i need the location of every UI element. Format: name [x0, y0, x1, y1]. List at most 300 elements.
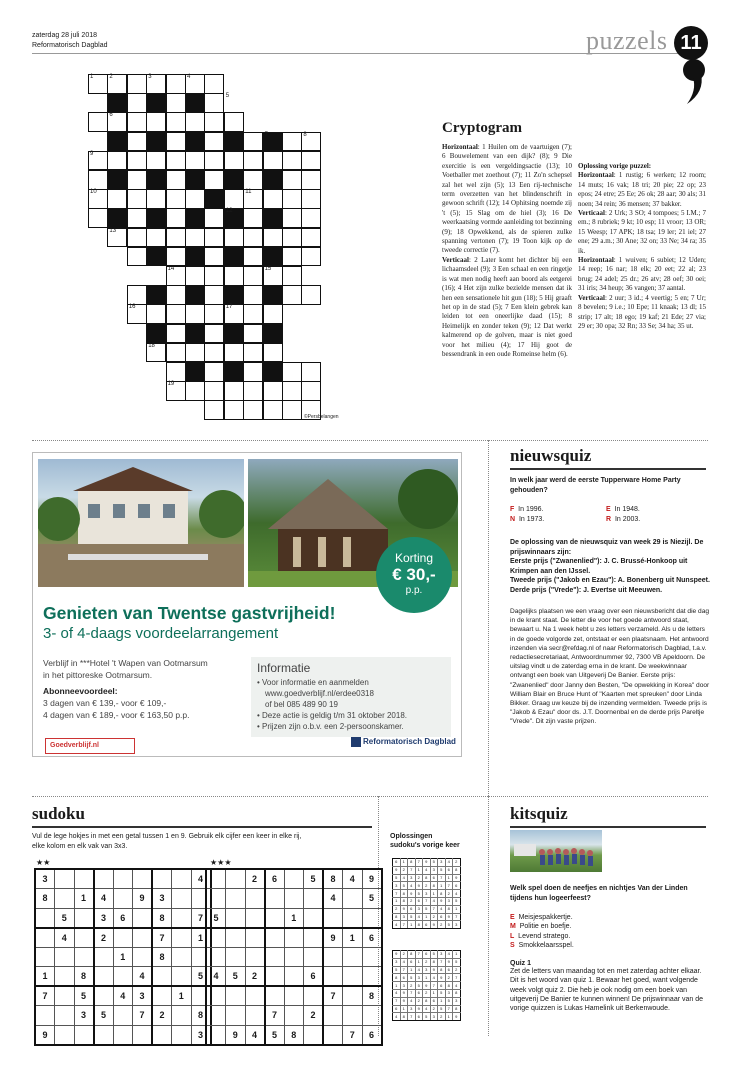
sudoku-empty-cell[interactable] — [152, 986, 172, 1006]
ad-info-box — [251, 657, 451, 737]
sudoku-empty-cell[interactable] — [172, 928, 192, 948]
sudoku-empty-cell[interactable] — [245, 889, 265, 909]
crossword-credit: ©Persbelangen — [304, 414, 339, 420]
sudoku-given-cell: 7 — [323, 986, 343, 1006]
crossword-cell[interactable] — [224, 112, 244, 132]
crossword-clue-number: 9 — [90, 150, 94, 157]
solution-cell: 5 — [430, 859, 438, 867]
option-letter: M — [510, 923, 516, 931]
solution-cell: 4 — [393, 921, 401, 929]
crossword-cell[interactable] — [204, 381, 224, 401]
crossword-cell[interactable] — [204, 400, 224, 420]
crossword-block — [263, 285, 283, 305]
sudoku-empty-cell[interactable] — [304, 889, 324, 909]
crossword-cell[interactable] — [185, 266, 205, 286]
crossword-block — [185, 170, 205, 190]
nieuwsquiz-option-e[interactable] — [606, 506, 640, 513]
sudoku-empty-cell[interactable] — [113, 889, 133, 909]
crossword-cell[interactable] — [146, 112, 166, 132]
solution-cell: 1 — [445, 874, 453, 882]
sudoku-empty-cell[interactable] — [323, 1006, 343, 1026]
sudoku-empty-cell[interactable] — [94, 967, 114, 987]
sudoku-empty-cell[interactable] — [206, 928, 226, 948]
crossword-cell[interactable] — [204, 304, 224, 324]
crossword-cell[interactable] — [263, 228, 283, 248]
advertisement[interactable] — [32, 452, 462, 757]
sudoku-empty-cell[interactable] — [304, 928, 324, 948]
crossword-cell[interactable] — [88, 208, 108, 228]
sudoku-empty-cell[interactable] — [172, 869, 192, 889]
crossword-clue-number: 17 — [225, 304, 233, 311]
solution-cell: 8 — [445, 905, 453, 913]
sudoku-empty-cell[interactable] — [265, 967, 285, 987]
sudoku-empty-cell[interactable] — [284, 869, 304, 889]
crossword-cell[interactable] — [301, 228, 321, 248]
sudoku-solution-1 — [392, 858, 461, 929]
sudoku-empty-cell[interactable] — [152, 967, 172, 987]
ad-info-url[interactable]: www.goedverblijf.nl/erdee0318 — [265, 689, 374, 698]
sudoku-empty-cell[interactable] — [362, 967, 382, 987]
crossword-cell[interactable] — [243, 132, 263, 152]
sudoku-empty-cell[interactable] — [284, 967, 304, 987]
kitsquiz-option-e[interactable] — [510, 913, 710, 922]
crossword-cell[interactable] — [243, 362, 263, 382]
crossword-cell[interactable] — [88, 170, 108, 190]
sudoku-empty-cell[interactable] — [343, 967, 363, 987]
solution-cell: 7 — [453, 913, 461, 921]
sudoku-empty-cell[interactable] — [55, 967, 75, 987]
sudoku-empty-cell[interactable] — [55, 869, 75, 889]
sudoku-empty-cell[interactable] — [245, 908, 265, 928]
crossword-cell[interactable] — [166, 228, 186, 248]
solution-title: Oplossing vorige puzzel: — [578, 162, 652, 170]
crossword-cell[interactable] — [166, 285, 186, 305]
sudoku-empty-cell[interactable] — [265, 908, 285, 928]
crossword-cell[interactable] — [127, 93, 147, 113]
sudoku-empty-cell[interactable] — [113, 1025, 133, 1045]
sudoku-empty-cell[interactable] — [172, 908, 192, 928]
crossword-block — [263, 324, 283, 344]
crossword-cell[interactable] — [243, 343, 263, 363]
kitsquiz-rule — [510, 826, 706, 828]
solution-cell: 1 — [445, 1013, 453, 1021]
crossword-cell[interactable] — [282, 208, 302, 228]
crossword-cell[interactable] — [127, 112, 147, 132]
ad-price-2: 4 dagen van € 189,- voor € 163,50 p.p. — [43, 710, 190, 720]
crossword-cell[interactable] — [263, 381, 283, 401]
crossword-block — [224, 324, 244, 344]
crossword-cell[interactable] — [166, 74, 186, 94]
crossword-clue-number: 11 — [245, 189, 252, 196]
solution-cell: 4 — [415, 966, 423, 974]
crossword-cell[interactable] — [166, 151, 186, 171]
rd-logo[interactable] — [351, 737, 456, 747]
sudoku-empty-cell[interactable] — [74, 908, 94, 928]
crossword-cell[interactable] — [243, 324, 263, 344]
sudoku-given-cell: 5 — [304, 869, 324, 889]
nieuwsquiz-option-f[interactable] — [510, 506, 543, 513]
kitsquiz-option-s[interactable] — [510, 941, 710, 950]
crossword-cell[interactable] — [301, 362, 321, 382]
ad-intro — [43, 657, 208, 721]
crossword-cell[interactable] — [224, 343, 244, 363]
crossword-cell[interactable] — [185, 381, 205, 401]
crossword-cell[interactable] — [263, 151, 283, 171]
crossword-cell[interactable] — [166, 170, 186, 190]
sudoku-empty-cell[interactable] — [133, 928, 153, 948]
sudoku-empty-cell[interactable] — [133, 947, 153, 967]
crossword-cell[interactable] — [185, 343, 205, 363]
crossword-cell[interactable] — [166, 112, 186, 132]
sudoku-empty-cell[interactable] — [304, 908, 324, 928]
sudoku-empty-cell[interactable] — [55, 986, 75, 1006]
crossword-cell[interactable] — [224, 266, 244, 286]
sudoku-given-cell: 8 — [152, 947, 172, 967]
crossword-cell[interactable] — [204, 247, 224, 267]
crossword-cell[interactable] — [243, 208, 263, 228]
crossword-cell[interactable] — [204, 343, 224, 363]
solution-cell: 1 — [453, 905, 461, 913]
crossword-cell[interactable] — [282, 247, 302, 267]
crossword-cell[interactable] — [127, 208, 147, 228]
crossword-cell[interactable] — [282, 228, 302, 248]
nieuwsquiz-result-2: Eerste prijs ("Zwanenlied"): J. C. Brussé-Honkoop uit Krimpen aan den IJssel. — [510, 558, 688, 575]
crossword-block — [185, 132, 205, 152]
sudoku-empty-cell[interactable] — [362, 1006, 382, 1026]
crossword-cell[interactable] — [127, 228, 147, 248]
sudoku-empty-cell[interactable] — [304, 1025, 324, 1045]
sudoku-empty-cell[interactable] — [35, 947, 55, 967]
crossword-cell[interactable] — [127, 285, 147, 305]
kitsquiz-option-m[interactable] — [510, 922, 710, 931]
crossword-cell[interactable] — [166, 362, 186, 382]
sudoku-empty-cell[interactable] — [206, 889, 226, 909]
sudoku-empty-cell[interactable] — [206, 869, 226, 889]
crossword-cell[interactable] — [204, 93, 224, 113]
sudoku-empty-cell[interactable] — [226, 869, 246, 889]
sudoku-given-cell: 6 — [362, 1025, 382, 1045]
crossword-cell[interactable] — [204, 170, 224, 190]
sudoku-given-cell: 3 — [74, 1006, 94, 1026]
solution-cell: 4 — [393, 989, 401, 997]
sudoku-empty-cell[interactable] — [35, 1006, 55, 1026]
sudoku-empty-cell[interactable] — [323, 967, 343, 987]
sudoku-given-cell: 5 — [74, 986, 94, 1006]
solution-cell: 7 — [453, 974, 461, 982]
sudoku-empty-cell[interactable] — [55, 889, 75, 909]
crossword-cell[interactable] — [204, 132, 224, 152]
crossword-block — [185, 247, 205, 267]
crossword-cell[interactable] — [301, 285, 321, 305]
sudoku-empty-cell[interactable] — [245, 947, 265, 967]
sudoku-empty-cell[interactable] — [245, 1006, 265, 1026]
crossword-cell[interactable] — [107, 189, 127, 209]
sudoku-empty-cell[interactable] — [343, 908, 363, 928]
crossword-cell[interactable] — [204, 324, 224, 344]
crossword-cell[interactable] — [166, 208, 186, 228]
sudoku-empty-cell[interactable] — [94, 986, 114, 1006]
solution-cell: 6 — [415, 1013, 423, 1021]
sudoku-empty-cell[interactable] — [94, 947, 114, 967]
sudoku-empty-cell[interactable] — [304, 986, 324, 1006]
crossword-cell[interactable] — [127, 132, 147, 152]
crossword-cell[interactable] — [185, 304, 205, 324]
kitsquiz-option-l[interactable] — [510, 932, 710, 941]
crossword-cell[interactable] — [243, 304, 263, 324]
solution-cell: 9 — [445, 958, 453, 966]
crossword-cell[interactable] — [204, 208, 224, 228]
solution-cell: 5 — [415, 982, 423, 990]
sudoku-empty-cell[interactable] — [226, 986, 246, 1006]
solution-cell: 3 — [438, 859, 446, 867]
sudoku-empty-cell[interactable] — [94, 1025, 114, 1045]
sudoku-empty-cell[interactable] — [94, 869, 114, 889]
sudoku-given-cell: 4 — [113, 986, 133, 1006]
nieuwsquiz-option-n[interactable] — [510, 516, 544, 523]
sudoku-empty-cell[interactable] — [206, 1025, 226, 1045]
sudoku-empty-cell[interactable] — [74, 869, 94, 889]
crossword-cell[interactable] — [282, 189, 302, 209]
crossword-cell[interactable] — [127, 170, 147, 190]
sudoku-empty-cell[interactable] — [172, 1006, 192, 1026]
crossword-cell[interactable] — [166, 189, 186, 209]
solution-cell: 7 — [430, 905, 438, 913]
sudoku-instructions: Vul de lege hokjes in met een getal tussen 1 en 9. Gebruik elk cijfer een keer in elke rij, elke kolom en elk vak van 3x3. — [32, 833, 302, 850]
hotel-photo — [38, 459, 244, 587]
solution-cell: 9 — [423, 982, 431, 990]
discount-label: Korting — [394, 551, 434, 565]
sudoku-empty-cell[interactable] — [113, 967, 133, 987]
sudoku-empty-cell[interactable] — [226, 889, 246, 909]
sudoku-empty-cell[interactable] — [265, 928, 285, 948]
crossword-cell[interactable] — [282, 285, 302, 305]
crossword-cell[interactable] — [166, 132, 186, 152]
cryptogram-clues-cont — [578, 143, 706, 331]
sudoku-empty-cell[interactable] — [74, 947, 94, 967]
crossword-cell[interactable] — [243, 381, 263, 401]
solution-cell: 7 — [400, 921, 408, 929]
nieuwsquiz-options[interactable] — [510, 506, 710, 530]
sudoku-empty-cell[interactable] — [74, 1025, 94, 1045]
solution2-h-text: : 1 wuiven; 6 subiet; 12 Uden; 14 reep; 16 nar; 18 elk; 20 eet; 22 al; 23 brug; 24 adel; 25 dr.; 26 atv; 28 oef; 30 oei; 31 iris; 34 heup; 36 vangen; 37 aantal. — [578, 256, 706, 293]
crossword-cell[interactable] — [166, 247, 186, 267]
sudoku-empty-cell[interactable] — [362, 947, 382, 967]
sudoku-empty-cell[interactable] — [206, 947, 226, 967]
sudoku-empty-cell[interactable] — [284, 928, 304, 948]
sudoku-empty-cell[interactable] — [152, 1025, 172, 1045]
crossword-cell[interactable] — [127, 189, 147, 209]
crossword-cell[interactable] — [243, 285, 263, 305]
sudoku-empty-cell[interactable] — [172, 947, 192, 967]
crossword-cell[interactable] — [243, 170, 263, 190]
crossword-cell[interactable] — [301, 247, 321, 267]
sudoku-empty-cell[interactable] — [74, 928, 94, 948]
sudoku-empty-cell[interactable] — [113, 1006, 133, 1026]
solution-cell: 6 — [400, 974, 408, 982]
sudoku-empty-cell[interactable] — [362, 908, 382, 928]
crossword-cell[interactable] — [185, 112, 205, 132]
solution-cell: 3 — [445, 897, 453, 905]
header-paper: Reformatorisch Dagblad — [32, 42, 108, 49]
solution-cell: 7 — [408, 866, 416, 874]
solution-cell: 4 — [415, 913, 423, 921]
sudoku-empty-cell[interactable] — [323, 1025, 343, 1045]
kitsquiz-options[interactable] — [510, 913, 710, 950]
crossword-cell[interactable] — [301, 151, 321, 171]
solution-cell: 4 — [423, 1005, 431, 1013]
sudoku-empty-cell[interactable] — [284, 947, 304, 967]
crossword-cell[interactable] — [204, 74, 224, 94]
crossword-cell[interactable] — [107, 151, 127, 171]
crossword-cell[interactable] — [127, 74, 147, 94]
crossword-cell[interactable] — [146, 228, 166, 248]
discount-badge — [376, 537, 452, 613]
sudoku-empty-cell[interactable] — [206, 986, 226, 1006]
crossword-cell[interactable] — [224, 381, 244, 401]
crossword-cell[interactable] — [263, 400, 283, 420]
crossword-cell[interactable] — [166, 304, 186, 324]
crossword-block — [146, 247, 166, 267]
crossword-cell[interactable] — [243, 151, 263, 171]
sudoku-empty-cell[interactable] — [343, 947, 363, 967]
crossword-cell[interactable] — [301, 381, 321, 401]
sudoku-empty-cell[interactable] — [343, 1006, 363, 1026]
sudoku-empty-cell[interactable] — [226, 908, 246, 928]
crossword-cell[interactable] — [146, 304, 166, 324]
solution-cell: 3 — [393, 958, 401, 966]
sudoku-given-cell: 5 — [94, 1006, 114, 1026]
sudoku-empty-cell[interactable] — [226, 1006, 246, 1026]
sudoku-empty-cell[interactable] — [133, 908, 153, 928]
sudoku-empty-cell[interactable] — [113, 869, 133, 889]
crossword-cell[interactable] — [282, 132, 302, 152]
crossword-cell[interactable] — [185, 228, 205, 248]
solution-cell: 7 — [400, 966, 408, 974]
crossword-cell[interactable] — [127, 151, 147, 171]
solution-cell: 7 — [393, 890, 401, 898]
crossword-cell[interactable] — [243, 228, 263, 248]
sudoku-empty-cell[interactable] — [55, 1006, 75, 1026]
crossword-cell[interactable] — [263, 189, 283, 209]
crossword-cell[interactable] — [282, 400, 302, 420]
sudoku-empty-cell[interactable] — [152, 869, 172, 889]
crossword-cell[interactable] — [204, 362, 224, 382]
crossword-cell[interactable] — [282, 151, 302, 171]
option-text: Politie en boefje. — [519, 923, 572, 931]
crossword-cell[interactable] — [88, 112, 108, 132]
solution-cell: 8 — [430, 882, 438, 890]
crossword-cell[interactable] — [301, 208, 321, 228]
sudoku-empty-cell[interactable] — [245, 928, 265, 948]
sudoku-empty-cell[interactable] — [323, 947, 343, 967]
crossword-cell[interactable] — [166, 93, 186, 113]
crossword-cell[interactable] — [301, 189, 321, 209]
crossword-cell[interactable] — [146, 189, 166, 209]
sudoku-empty-cell[interactable] — [343, 986, 363, 1006]
sudoku-empty-cell[interactable] — [35, 908, 55, 928]
crossword-cell[interactable] — [127, 247, 147, 267]
solution-cell: 2 — [453, 859, 461, 867]
solution-cell: 9 — [430, 966, 438, 974]
sudoku-empty-cell[interactable] — [133, 869, 153, 889]
crossword-cell[interactable] — [204, 285, 224, 305]
sudoku-empty-cell[interactable] — [113, 928, 133, 948]
crossword-cell[interactable] — [204, 266, 224, 286]
sudoku-empty-cell[interactable] — [206, 1006, 226, 1026]
crossword-cell[interactable] — [243, 247, 263, 267]
crossword-block — [146, 324, 166, 344]
crossword-cell[interactable] — [166, 324, 186, 344]
crossword-block — [146, 208, 166, 228]
sudoku-empty-cell[interactable] — [323, 908, 343, 928]
sudoku-empty-cell[interactable] — [245, 986, 265, 1006]
nieuwsquiz-option-r[interactable] — [606, 516, 640, 523]
crossword-cell[interactable] — [146, 151, 166, 171]
sudoku-empty-cell[interactable] — [226, 947, 246, 967]
solution-cell: 8 — [393, 913, 401, 921]
sudoku-empty-cell[interactable] — [265, 947, 285, 967]
crossword-block — [107, 208, 127, 228]
solution-cell: 2 — [408, 897, 416, 905]
crossword-cell[interactable] — [224, 228, 244, 248]
crossword-cell[interactable] — [263, 343, 283, 363]
nieuwsquiz-question: In welk jaar werd de eerste Tupperware Home Party gehouden? — [510, 477, 681, 494]
crossword-cell[interactable] — [204, 151, 224, 171]
sudoku-grid-hard[interactable] — [205, 868, 383, 1046]
sudoku-empty-cell[interactable] — [172, 967, 192, 987]
sudoku-empty-cell[interactable] — [265, 986, 285, 1006]
sudoku-empty-cell[interactable] — [284, 1006, 304, 1026]
sudoku-empty-cell[interactable] — [55, 947, 75, 967]
crossword-cell[interactable] — [243, 266, 263, 286]
crossword-cell[interactable] — [224, 151, 244, 171]
sudoku-empty-cell[interactable] — [343, 889, 363, 909]
crossword-cell[interactable] — [185, 189, 205, 209]
sudoku-empty-cell[interactable] — [35, 928, 55, 948]
crossword-cell[interactable] — [301, 170, 321, 190]
sudoku-empty-cell[interactable] — [133, 1025, 153, 1045]
crossword-cell[interactable] — [282, 266, 302, 286]
crossword-cell[interactable] — [166, 343, 186, 363]
crossword-cell[interactable] — [243, 400, 263, 420]
crossword-cell[interactable] — [204, 228, 224, 248]
solution-cell: 7 — [438, 874, 446, 882]
crossword-cell[interactable] — [282, 381, 302, 401]
crossword-cell[interactable] — [263, 304, 283, 324]
solution-cell: 2 — [423, 958, 431, 966]
crossword-cell[interactable] — [185, 151, 205, 171]
sudoku-empty-cell[interactable] — [172, 889, 192, 909]
sudoku-empty-cell[interactable] — [172, 1025, 192, 1045]
solution-cell: 2 — [430, 913, 438, 921]
crossword-cell[interactable] — [282, 362, 302, 382]
crossword-cell[interactable] — [282, 170, 302, 190]
sudoku-empty-cell[interactable] — [284, 986, 304, 1006]
sudoku-empty-cell[interactable] — [55, 1025, 75, 1045]
sudoku-empty-cell[interactable] — [304, 947, 324, 967]
sudoku-empty-cell[interactable] — [284, 889, 304, 909]
sudoku-grid-easy[interactable] — [34, 868, 212, 1046]
crossword-cell[interactable] — [224, 189, 244, 209]
sudoku-empty-cell[interactable] — [265, 889, 285, 909]
kitsquiz-quiz-label: Quiz 1 — [510, 960, 532, 968]
goedverblijf-logo[interactable]: Goedverblijf.nl — [45, 738, 135, 754]
crossword-cell[interactable] — [224, 400, 244, 420]
crossword-cell[interactable] — [204, 112, 224, 132]
solution-cell: 6 — [393, 1005, 401, 1013]
crossword-clue-number: 13 — [109, 227, 117, 234]
sudoku-empty-cell[interactable] — [226, 928, 246, 948]
